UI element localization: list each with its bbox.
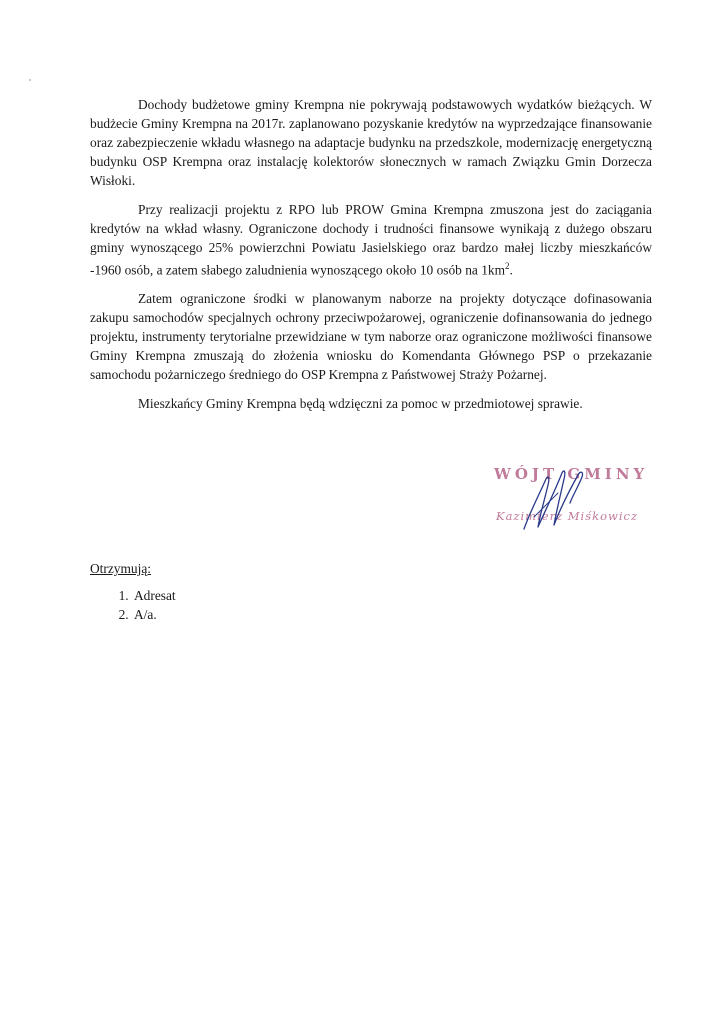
recipient-item: 1. Adresat: [132, 586, 176, 605]
paragraph-1: Dochody budżetowe gminy Krempna nie pokrywają podstawowych wydatków bieżących. W budżecie Gminy Krempna na 2017r. zaplanowano pozyskanie kredytów na wyprzedzające finansowanie oraz zabezpieczenie wkładu własnego na adaptacje budynku na przedszkole, modernizację energetyczną budynku OSP Krempna oraz instalację kolektorów słonecznych w ramach Związku Gmin Dorzecza Wisłoki.: [90, 97, 652, 188]
unit-superscript: 2: [505, 261, 510, 271]
scan-speck: [29, 79, 31, 81]
stamp-title: WÓJT GMINY: [494, 465, 649, 483]
unit-suffix: .: [509, 262, 513, 278]
paragraph-3: Zatem ograniczone środki w planowanym naborze na projekty dotyczące dofinasowania zakupu samochodów specjalnych ochrony przeciwpożarowej, ograniczenie dofinansowania do jednego projektu, instrumenty terytorialne przewidziane w tym naborze oraz ograniczone możliwości finansowe Gminy Krempna zmuszają do złożenia wniosku do Komendanta Głównego PSP o przekazanie samochodu pożarniczego średniego do OSP Krempna z Państwowej Straży Pożarnej.: [90, 291, 652, 383]
handwritten-signature: [520, 457, 590, 537]
paragraph-2: [90, 200, 652, 279]
official-stamp: [484, 457, 654, 537]
stamp-name: Kazimierz Miśkowicz: [496, 509, 639, 523]
recipients-list: [90, 586, 176, 624]
recipients-title: Otrzymują:: [90, 561, 151, 576]
paragraph-4: Mieszkańcy Gminy Krempna będą wdzięczni za pomoc w przedmiotowej sprawie.: [138, 396, 583, 412]
paragraph-2-text: Przy realizacji projektu z RPO lub PROW Gmina Krempna zmuszona jest do zaciągania kredytów na wkład własny. Ograniczone dochody i trudności finansowe wynikają z dużego obszaru gminy wynoszącego 25% powierzchni Powiatu Jasielskiego oraz bardzo małej liczby mieszkańców -1960 osób, a zatem słabego zaludnienia wynoszącego około 10 osób na 1km: [90, 202, 652, 278]
letter-body: [90, 95, 652, 423]
recipient-item: 2. A/a.: [132, 605, 176, 624]
recipients-section: [90, 559, 176, 624]
